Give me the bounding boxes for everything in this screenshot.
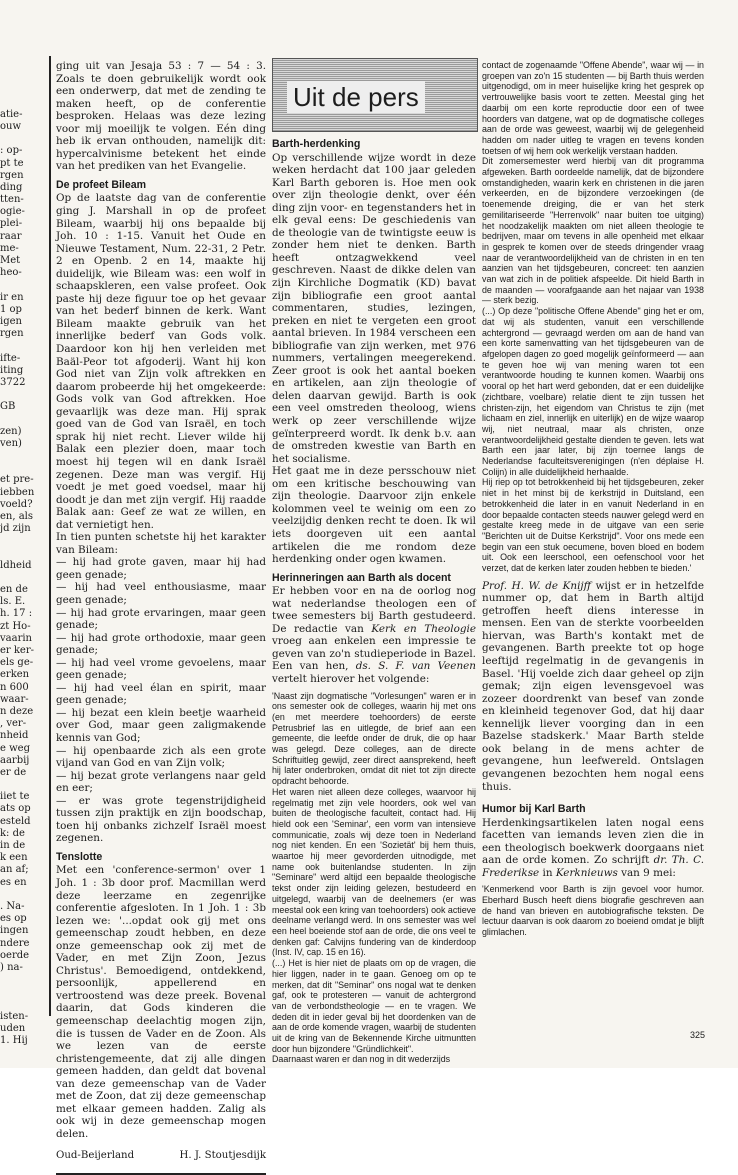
- fragment-line: es op: [0, 913, 27, 925]
- list-item: — hij had veel vrome gevoelens, maar geen genade;: [56, 656, 266, 682]
- fragment-line: k een: [0, 852, 28, 864]
- quote-paragraph: 'Kenmerkend voor Barth is zijn gevoel voor humor. Eberhard Busch heeft diens biografie geschreven aan de hand van brieven en autobiografische teksten. De lectuur daarvan is ook daarom zo boeiend omdat je blijft glimlachen.: [482, 884, 704, 938]
- quote-paragraph: Het waren niet alleen deze colleges, waarvoor hij regelmatig met zijn vele hoorders, ook wel van buiten de theologische faculteit, contact had. Hij hield ook een 'Seminar', een vorm van intensieve communicatie, zoals wij deze toen in Nederland nog niet kenden. En een 'Sozietät' bij hem thuis, waartoe hij meer gevorderden uitnodigde, met name ook buitenlandse studenten. In zijn "Seminare" werd altijd een bepaalde theologische tekst onder zijn leiding gelezen, bestudeerd en uitgelegd, waarbij van de deelnemers (er was meestal ook een kring van toehoorders) ook actieve deelname verlangd werd. In ons semester was wel een heel boeiende stof aan de orde, die ons veel te denken gaf: Calvijns fundering van de kinderdoop (Inst. IV, cap. 15 en 16).: [272, 786, 476, 958]
- fragment-line: ifte-: [0, 352, 21, 364]
- fragment-line: iebben: [0, 486, 35, 498]
- fragment-line: waar-: [0, 693, 29, 705]
- fragment-line: er de: [0, 766, 27, 778]
- fragment-line: tten-: [0, 194, 24, 206]
- bileam-points-list: [56, 556, 266, 845]
- list-item: — hij bezat een klein beetje waarheid over God, maar geen zaligmakende kennis van God;: [56, 706, 266, 744]
- page-number: 325: [690, 1030, 706, 1040]
- fragment-line: nheid: [0, 730, 29, 742]
- fragment-line: [0, 462, 46, 474]
- fragment-line: ls. E.: [0, 596, 26, 608]
- fragment-line: erken: [0, 669, 30, 681]
- fragment-line: vaarin: [0, 632, 32, 644]
- quote-paragraph: (...) Het is hier niet de plaats om op de vragen, die hier liggen, nader in te gaan. Genoeg om op te merken, dat dit "Seminar" ons nogal wat te denken gaf, ook te protesteren — vanuit de achtergrond van de verbondstheologie — en te vragen. We deden dit in ieder geval bij het doordenken van de aan de orde komende vragen, waarbij de studenten uit de kring van de Bekennende Kirche uitmuntten door hun bijzondere "Gründlichkeit".: [272, 958, 476, 1054]
- text-run: wijst er in hetzelfde nummer op, dat hem in Barth altijd getroffen heeft diens interesse in mensen. Een van de sterkte voorbeelden hiervan, was Barth's kontakt met de gevangenen. Barth preekte tot op hoge leeftijd regelmatig in de gevangenis in Basel. 'Hij voelde zich daar geheel op zijn gemak; zijn eigen levensgevoel was zozeer doordrenkt van besef van zonde en kleinheid tegenover God, dat hij daar kennelijk liever voorging dan in een Bazelse stadskerk.' Maar Barth stelde ook belang in de mens achter de gevangene, hun leefwereld. Ontslagen gevangenen bezochten hem nogal eens thuis.: [482, 579, 704, 793]
- quote-block: [272, 691, 476, 1066]
- fragment-line: iting: [0, 364, 24, 376]
- barth-paragraph-1: Op verschillende wijze wordt in deze weken herdacht dat 100 jaar geleden Karl Barth geboren is. Hoe men ook over zijn theologie denkt, over één ding zijn voor- en tegenstanders het in elk geval eens: De geschiedenis van de theologie van de twintigste eeuw is zonder hem niet te denken. Barth heeft ontzagwekkend veel geschreven. Naast de dikke delen van zijn Kirchliche Dogmatik (KD) bavat zijn bibliografie een groot aantal commentaren, studies, lezingen, preken en niet te vergeten een groot aantal brieven. In 1984 verscheen een bibliografie van zijn werken, met 976 nummers, vertalingen meegerekend. Zeer groot is ook het aantal boeken en artikelen, aan zijn theologie of delen daarvan gewijd. Barth is ook een veel omstreden theoloog, wiens werk op zeer verschillende wijze geïnterpreerd wordt. Ik denk b.v. aan de omstreden kwestie van Barth en het socialisme.: [272, 151, 476, 465]
- fragment-line: [0, 72, 46, 84]
- list-item: — hij bezat grote verlangens naar geld en eer;: [56, 769, 266, 795]
- quote-paragraph: Daarnaast waren er dan nog in dit wederzijds: [272, 1054, 451, 1065]
- fragment-line: es en: [0, 876, 27, 888]
- fragment-line: [0, 340, 46, 352]
- person-name: dr. Th. C. Frederikse: [482, 854, 705, 879]
- barth-paragraph-2: Het gaat me in deze persschouw niet om een kritische beschouwing van zijn theologie. Daarvoor zijn enkele kolommen veel te weinig om een zo veelzijdig denken recht te doen. Ik wil iets doorgeven uit een aantal artikelen die me rondom deze herdenking onder ogen kwamen.: [272, 465, 476, 566]
- fragment-line: aarbij: [0, 754, 30, 766]
- list-item: — hij had grote gaven, maar hij had geen genade;: [56, 556, 266, 581]
- heading-barth-herdenking: Barth-herdenking: [272, 138, 361, 150]
- fragment-line: ingen: [0, 925, 29, 937]
- list-item: — hij had grote orthodoxie, maar geen genade;: [56, 631, 266, 657]
- fragment-line: ) na-: [0, 961, 23, 973]
- fragment-line: atie-: [0, 108, 23, 120]
- fragment-line: [0, 548, 46, 560]
- fragment-line: igen: [0, 315, 22, 327]
- fragment-line: [0, 279, 46, 291]
- fragment-line: iiet te: [0, 791, 30, 803]
- section-banner: [272, 58, 478, 132]
- fragment-line: er ker-: [0, 645, 35, 656]
- fragment-line: esteld: [0, 815, 31, 827]
- quote-paragraph: 'Naast zijn dogmatische "Vorlesungen" waren er in ons semester ook de colleges, waarin hij met ons (en met meerdere toehoorders) de eerste Petrusbrief las en uitlegde, de brief aan een gemeente, die leefde onder de druk, die op haar was gelegd. Deze colleges, aan de directe Schriftuitleg gewijd, zeer direct aansprekend, heeft hij later onderbroken, omdat dit niet tot zijn directe opdracht behoorde.: [272, 690, 476, 787]
- fragment-line: rgen: [0, 169, 24, 181]
- bileam-points-intro: In tien punten schetste hij het karakter van Bileam:: [56, 531, 266, 556]
- fragment-line: [0, 974, 46, 986]
- list-item: — hij had grote ervaringen, maar geen genade;: [56, 606, 266, 632]
- quote-paragraph: Hij riep op tot betrokkenheid bij het tijdsgebeuren, zeker niet in het minst bij de kerkstrijd in Duitsland, een betrokkenheid die later in en vanuit Nederland in en door bepaalde contacten steeds nauwer gelegd werd en gestalte kreeg mede in de uitgave van een serie "Berichten uit de Duitse Kerkstrijd". Voor ons mede een begin van een stuk oecumene, boven bloed en bodem uit. Ook een leerschool, een oefenschool voor het verzet, dat de kerken later zouden hebben te bieden.': [482, 477, 704, 574]
- publication-title: Kerknieuws: [555, 866, 618, 879]
- intro-paragraph: ging uit van Jesaja 53 : 7 — 54 : 3. Zoals te doen gebruikelijk wordt ook een onderwerp, dat met de zending te maken heeft, op de conferentie besproken. Helaas was deze lezing voor mij moeilijk te volgen. Eén ding heb ik ervan onthouden, namelijk dit: hypercalvinisme betekent het einde van het prediken van het Evangelie.: [56, 60, 266, 173]
- fragment-line: zt Ho-: [0, 620, 31, 632]
- tenslotte-paragraph: Met een 'conference-sermon' over 1 Joh. 1 : 3b door prof. Macmillan werd deze leerzame en zegenrijke conferentie afgesloten. In 1 Joh. 1 : 3b lezen we: '...opdat ook gij met ons gemeenschap zoudt hebben, en deze onze gemeenschap ook zij met de Vader, en met Zijn Zoon, Jezus Christus'. Bemoedigend, ontdekkend, persoonlijk, appellerend en vertroostend was deze preek. Bovenal daarin, dat Gods kinderen die gemeenschap deelachtig mogen zijn, die is tussen de Vader en de Zoon. Als we lezen van de eerste christengemeente, dat zij alle dingen gemeen hadden, dan geldt dat bovenal van deze gemeenschap van de Vader met de Zoon, dat zij deze gemeenschap met elkaar gemeen hadden. Zalig als ook wij in deze gemeenschap mogen delen.: [56, 864, 266, 1140]
- fragment-line: en de: [0, 584, 28, 596]
- fragment-line: ven): [0, 437, 22, 449]
- fragment-line: [0, 986, 46, 998]
- fragment-line: [0, 572, 46, 584]
- quote-paragraph: Dit zomersemester werd hierbij van dit programma afgeweken. Barth oordeelde namelijk, dat de bijzondere omstandigheden, waarin kerk en christenen in die jaren verkeerden, en de bijzondere verzoekingen (de toenemende dreiging, die er van het sterk gemilitariseerde "Herrenvolk" naar buiten toe uitging) het noodzakelijk maakten om niet alleen theologie te bedrijven, maar om tevens in alle openheid met elkaar in gesprek te komen over de steeds dringender vraag naar de verantwoordelijkheid van de christen in en ten aanzien van het tijdsgebeuren, concreet: ten aanzien van wat zich in de politiek afspeelde. Dit hield Barth in de maanden — voorafgaande aan het najaar van 1938 — sterk bezig.: [482, 156, 704, 306]
- fragment-line: [0, 535, 46, 547]
- text-run: in: [539, 866, 556, 879]
- article-column-3: [482, 60, 704, 1040]
- fragment-line: plei-: [0, 218, 23, 230]
- fragment-line: ouw: [0, 120, 22, 132]
- humor-paragraph: [482, 817, 704, 880]
- fragment-line: ogie-: [0, 206, 25, 218]
- fragment-line: isten-: [0, 1010, 29, 1022]
- fragment-line: jd zijn: [0, 523, 31, 535]
- article-column-2: [272, 58, 477, 1065]
- fragment-line: 1. Hij: [0, 1035, 28, 1046]
- fragment-line: et pre-: [0, 474, 34, 486]
- person-name: Prof. H. W. de Knijff: [482, 579, 591, 592]
- fragment-line: ats op: [0, 803, 31, 815]
- fragment-line: 3722: [0, 376, 26, 388]
- fragment-line: GB: [0, 401, 16, 413]
- fragment-line: [0, 133, 46, 145]
- heading-humor: Humor bij Karl Barth: [482, 803, 586, 816]
- knijff-paragraph: [482, 580, 704, 793]
- fragment-line: k: de: [0, 827, 25, 839]
- fragment-line: [0, 889, 46, 901]
- fragment-line: heo-: [0, 267, 22, 279]
- text-run: vroeg aan enkelen een impressie te geven van zo'n studieperiode in Bazel. Een van hen,: [272, 635, 476, 673]
- fragment-line: rgen: [0, 328, 24, 340]
- text-run: van 9 mei:: [617, 866, 676, 879]
- fragment-line: : op-: [0, 145, 23, 157]
- fragment-line: an af;: [0, 864, 29, 876]
- fragment-line: en, als: [0, 510, 34, 522]
- fragment-line: ndere: [0, 937, 30, 949]
- end-rule: [56, 1173, 266, 1175]
- fragment-line: [0, 998, 46, 1010]
- fragment-line: 1 op: [0, 303, 22, 315]
- list-item: — er was grote tegenstrijdigheid tussen zijn praktijk en zijn boodschap, toen hij onbanks zichzelf Israël moest zegenen.: [56, 794, 266, 845]
- heading-tenslotte: Tenslotte: [56, 850, 103, 863]
- list-item: — hij openbaarde zich als een grote vijand van God en van Zijn volk;: [56, 744, 266, 770]
- signature-author: H. J. Stoutjesdijk: [179, 1150, 266, 1162]
- fragment-line: [0, 60, 46, 72]
- fragment-line: . Na-: [0, 900, 25, 912]
- heading-herinneringen: Herinneringen aan Barth als docent: [272, 571, 451, 584]
- fragment-line: raar: [0, 230, 22, 242]
- bileam-paragraph: Op de laatste dag van de conferentie ging J. Marshall in op de profeet Bileam, waarbij hij ons bepaalde bij Joh. 10 : 1-15. Vanuit het Oude en Nieuwe Testament, Num. 22-31, 2 Petr. 2 en Openb. 2 en 14, maakte hij duidelijk, wie Bileam was: een wolf in schaapskleren, een valse profeet. Ook paste hij deze figuur toe op het gevaar van het bederf binnen de kerk. Want Bileam maakte gebruik van het innerlijke bederf van Gods volk. Daardoor kon hij hen verleiden met Baäl-Peor tot afgoderij. Want hij kon God niet van Zijn volk aftrekken en daarom probeerde hij het omgekeerde: Gods volk van God aftrekken. Hoe gevaarlijk was deze man. Hij sprak goed van de God van Israël, en toch sprak hij niet recht. Liever wilde hij Balak een plezier doen, maar toch moest hij tegen wil en dank Israël zegenen. Deze man was vergif. Hij voedt je met goed voedsel, maar hij doodt je dan met zijn vergif. Hij raadde Balak aan: Geef ze wat ze willen, en dat vernietigt hen.: [56, 192, 266, 531]
- fragment-line: n 600: [0, 681, 29, 693]
- section-title: Uit de pers: [287, 81, 425, 113]
- text-run: Er hebben voor en na de oorlog nog wat nederlandse theologen een of twee semesters bij Barth gestudeerd. De redactie van: [272, 585, 476, 635]
- fragment-line: uden: [0, 1022, 26, 1034]
- fragment-line: [0, 413, 46, 425]
- quote-paragraph: (...) Op deze "politische Offene Abende" ging het er om, dat wij als studenten, vanuit een verschillende achtergrond — gevraagd werden om aan de hand van een korte samenvatting van het tijdsgebeuren van de afgelopen dagen zo goed mogelijk geïnformeerd — aan te geven hoe wij van mening waren tot een verantwoorde houding te kunnen komen. Waarbij ons vooral op het hart werd gebonden, dat er een duidelijke (zichtbare, voelbare) relatie dient te zijn tussen het christen-zijn, het eigendom van Christus te zijn (met lichaam en ziel, innerlijk en uiterlijk) en de wijze waarop wij, niet neutraal, maar als christen, onze verantwoordelijkheid gestalte dienden te geven. Iets wat Barth een jaar later, bij zijn toernee langs de Nederlandse faculteitsverenigingen (n'en déplaise H. Colijn) in alle duidelijkheid herhaalde.: [482, 306, 704, 477]
- publication-title: Kerk en Theologie: [371, 622, 477, 635]
- signature-line: [56, 1150, 266, 1163]
- fragment-line: pt te: [0, 157, 24, 169]
- person-name: ds. S. F. van Veenen: [355, 660, 476, 673]
- fragment-line: h. 17 :: [0, 608, 33, 620]
- fragment-line: n deze: [0, 705, 34, 717]
- text-run: Herdenkingsartikelen laten nogal eens facetten van iemands leven zien die in een theologisch boekwerk doorgaans niet aan de orde komen. Zo schrijft: [482, 816, 704, 867]
- fragment-line: els ge-: [0, 657, 34, 669]
- fragment-line: ding: [0, 181, 23, 193]
- column-divider-left: [49, 56, 51, 1016]
- fragment-line: [0, 97, 46, 109]
- list-item: — hij had veel élan en spirit, maar geen genade;: [56, 681, 266, 707]
- fragment-line: me-: [0, 242, 19, 254]
- herinneringen-paragraph: [272, 585, 476, 685]
- fragment-line: e weg: [0, 742, 30, 754]
- fragment-line: Met: [0, 255, 21, 266]
- fragment-line: in de: [0, 840, 26, 851]
- fragment-line: , ver-: [0, 718, 27, 730]
- left-page-fragment-column: [0, 60, 46, 1046]
- article-column-1: [56, 60, 266, 1162]
- fragment-line: zen): [0, 425, 22, 437]
- text-run: vertelt hierover het volgende:: [272, 672, 430, 685]
- fragment-line: ldheid: [0, 559, 32, 571]
- quote-block: [482, 60, 704, 574]
- fragment-line: [0, 450, 46, 462]
- fragment-line: [0, 389, 46, 401]
- fragment-line: voeld?: [0, 498, 33, 510]
- quote-block: [482, 884, 704, 938]
- quote-paragraph: contact de zogenaamde "Offene Abende", waar wij — in groepen van zo'n 15 studenten — bij Barth thuis werden uitgenodigd, om in meer huiselijke kring het gesprek op vertrouwelijke basis voort te zetten. Meestal ging het daarbij om een korte reproductie door een of twee hoorders van datgene, wat op de dogmatische colleges aan de orde was geweest, waarbij wij de gelegenheid hadden om nader uitleg te vragen en tevens konden toetsen of wij hem ook werkelijk verstaan hadden.: [482, 60, 704, 156]
- fragment-line: oerde: [0, 949, 30, 961]
- signature-place: Oud-Beijerland: [56, 1150, 135, 1162]
- fragment-line: ir en: [0, 291, 24, 303]
- fragment-line: [0, 779, 46, 791]
- heading-bileam: De profeet Bileam: [56, 178, 147, 191]
- list-item: — hij had veel enthousiasme, maar geen genade;: [56, 581, 266, 606]
- fragment-line: [0, 84, 46, 96]
